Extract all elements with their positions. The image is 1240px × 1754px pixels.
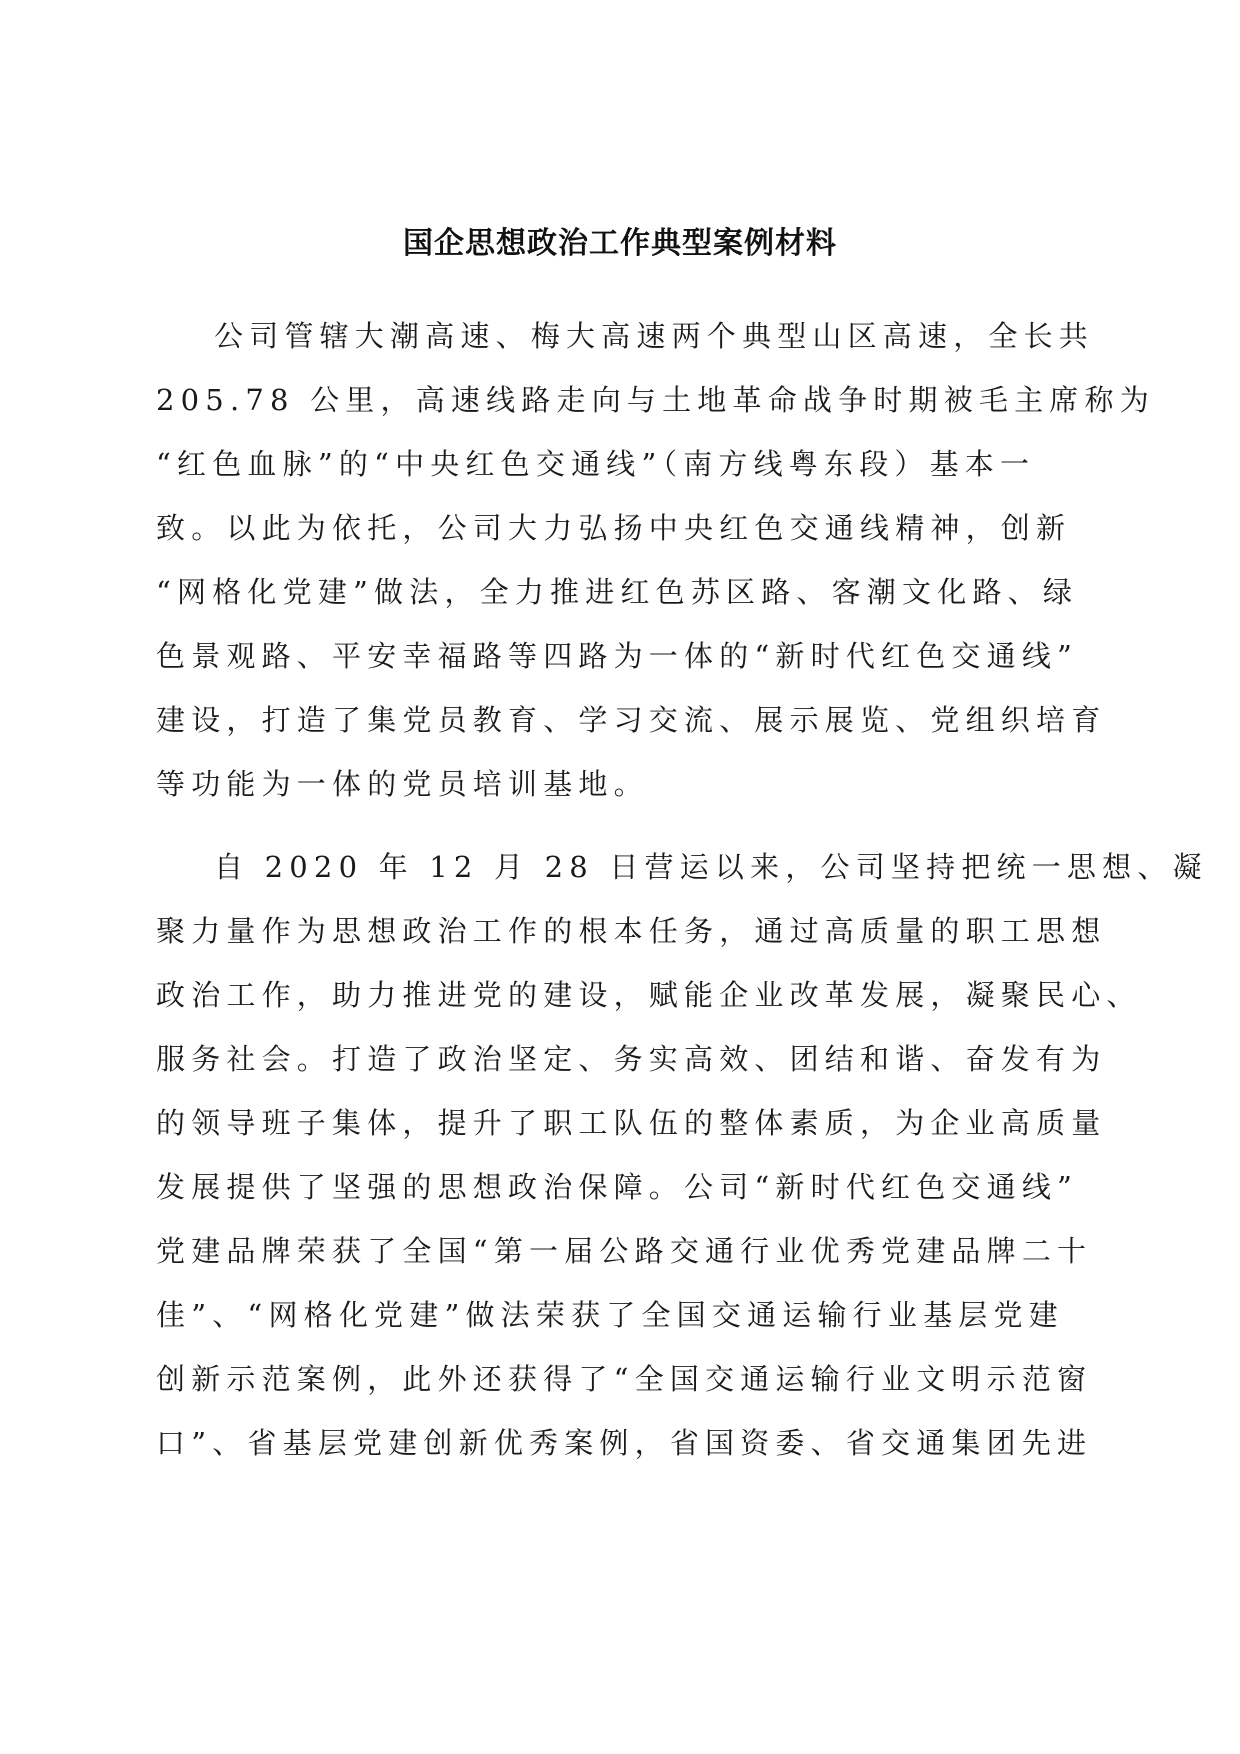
- paragraph-2-line-8: 佳”、“网格化党建”做法荣获了全国交通运输行业基层党建: [156, 1298, 1064, 1332]
- paragraph-2-line-6: 发展提供了坚强的思想政治保障。公司“新时代红色交通线”: [156, 1170, 1079, 1204]
- paragraph-spacer: [156, 816, 1096, 835]
- paragraph-2-line-3: 政治工作，助力推进党的建设，赋能企业改革发展，凝聚民心、: [156, 978, 1142, 1012]
- paragraph-1-line-2: 205.78 公里，高速线路走向与土地革命战争时期被毛主席称为: [156, 383, 1155, 417]
- paragraph-2-line-9: 创新示范案例，此外还获得了“全国交通运输行业文明示范窗: [156, 1362, 1093, 1396]
- paragraph-2-line-2: 聚力量作为思想政治工作的根本任务，通过高质量的职工思想: [156, 914, 1107, 948]
- paragraph-1-line-5: “网格化党建”做法，全力推进红色苏区路、客潮文化路、绿: [156, 575, 1079, 609]
- paragraph-1-line-6: 色景观路、平安幸福路等四路为一体的“新时代红色交通线”: [156, 639, 1079, 673]
- paragraph-1-line-7: 建设，打造了集党员教育、学习交流、展示展览、党组织培育: [156, 703, 1107, 737]
- paragraph-1-line-8: 等功能为一体的党员培训基地。: [156, 767, 649, 801]
- paragraph-1-line-1: 公司管辖大潮高速、梅大高速两个典型山区高速，全长共: [214, 319, 1095, 353]
- paragraph-1-line-3: “红色血脉”的“中央红色交通线”（南方线粤东段）基本一: [156, 447, 1036, 481]
- paragraph-2-line-7: 党建品牌荣获了全国“第一届公路交通行业优秀党建品牌二十: [156, 1234, 1093, 1268]
- paragraph-1-line-4: 致。以此为依托，公司大力弘扬中央红色交通线精神，创新: [156, 511, 1072, 545]
- document-body: [156, 304, 1208, 1475]
- paragraph-2-line-4: 服务社会。打造了政治坚定、务实高效、团结和谐、奋发有为: [156, 1042, 1107, 1076]
- document-title: 国企思想政治工作典型案例材料: [403, 226, 837, 261]
- paragraph-2-line-5: 的领导班子集体，提升了职工队伍的整体素质，为企业高质量: [156, 1106, 1107, 1140]
- paragraph-2-line-10: 口”、省基层党建创新优秀案例，省国资委、省交通集团先进: [156, 1426, 1093, 1460]
- paragraph-2-line-1: 自 2020 年 12 月 28 日营运以来，公司坚持把统一思想、凝: [214, 850, 1208, 884]
